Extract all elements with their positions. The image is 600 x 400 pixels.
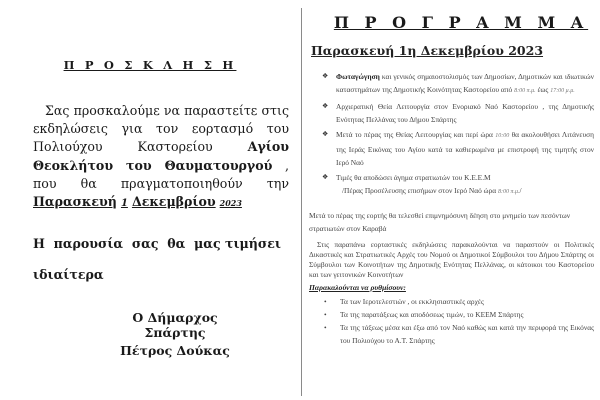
attendance-text: Στις παραπάνω εορταστικές εκδηλώσεις παρακαλούνται να παραστούν οι Πολιτικές Δικαστικές και Στρατιωτικές Αρχές του Νομού οι Δημοτικοί Σύμβουλοι του Δήμου Σπάρτης οι Σύμβουλοι των Κοινοτήτων της Δημοτικής Ενότητας Πελλάνας, οι κάτοικοι του Καστορείου και των γειτονικών Κοινοτήτων	[309, 240, 594, 279]
program-title: Π Ρ Ο Γ Ρ Α Μ Μ Α	[333, 13, 589, 32]
item-text: Μετά το πέρας της Θείας Λειτουργίας και περί ώρα	[336, 130, 496, 139]
event-day-number: 1	[120, 198, 128, 210]
request-item	[324, 321, 594, 347]
diamond-bullet-icon: ❖	[322, 173, 329, 181]
request-text: Τα της παρατάξεως και αποδόσεως τιμών, το ΚΕΕΜ Σπάρτης	[340, 310, 524, 319]
requests-heading: Παρακαλούνται να ρυθμίσουν:	[309, 283, 406, 292]
presence-word: Η	[33, 236, 45, 251]
bullet-dot-icon: •	[324, 323, 327, 332]
item-time: 8:00 π.μ.	[497, 189, 520, 195]
item-text: θα ακολουθήσει Λιτάνευση της Ιεράς Εικόνας του Αγίου κατά τα καθιερωμένα με επιστροφή της τιμητής στον Ιερό Ναό	[336, 130, 594, 167]
presence-word-last: ιδιαίτερα	[33, 267, 104, 282]
item-text: και γενικός σημαιοστολισμός των Δημοσίων, Δημοτικών και ιδιωτικών καταστημάτων της Δημοτικής Κοινότητας Καστορείου από	[336, 72, 594, 94]
diamond-bullet-icon: ❖	[322, 72, 329, 80]
program-item	[322, 100, 594, 126]
presence-word: μας τιμήσει	[194, 236, 281, 251]
presence-word: σας	[131, 236, 159, 251]
after-service-text: Μετά το πέρας της εορτής θα τελεσθεί επιμνημόσυνη δέηση στο μνημείο των πεσόντων στρατιωτών στον Καραβά	[309, 211, 571, 233]
diamond-bullet-icon: ❖	[322, 130, 329, 138]
program-page	[304, 0, 600, 400]
item-text: Αρχιερατική Θεία Λειτουργία στον Ενοριακό Ναό Καστορείου , της Δημοτικής Ενότητας Πελλάνας του Δήμου Σπάρτης	[336, 102, 594, 124]
invitation-text-start: Σας προσκαλούμε να παραστείτε στις εκδηλώσεις για τον εορτασμό του Πολιούχου Καστορείου	[33, 103, 289, 155]
requests-list	[324, 295, 594, 347]
program-date-heading: Παρασκευή 1η Δεκεμβρίου 2023	[311, 43, 544, 58]
bullet-dot-icon: •	[324, 297, 327, 306]
diamond-bullet-icon: ❖	[322, 102, 329, 110]
program-item	[322, 128, 594, 169]
program-item	[322, 171, 594, 199]
event-month: Δεκεμβρίου	[131, 194, 216, 210]
saint-name: Αγίου Θεοκλήτου του Θαυματουργού	[33, 139, 289, 173]
item-bold: Φωταγώγηση	[336, 72, 380, 81]
program-item	[322, 70, 594, 98]
event-day: Παρασκευή	[33, 194, 117, 210]
request-text: Τα της τάξεως μέσα και έξω από τον Ναό καθώς και κατά την περιφορά της Εικόνας του Πολιούχου το Α.Τ. Σπάρτης	[340, 323, 594, 345]
item-text: έως	[535, 85, 551, 94]
item-time: 17:00 μ.μ.	[550, 88, 575, 94]
request-text: Τα των Ιεροτελεστιών , οι εκκλησιαστικές αρχές	[340, 297, 484, 306]
program-items	[322, 70, 594, 201]
presence-sentence	[33, 228, 281, 290]
item-subline: /Πέρας Προσέλευσης επισήμων στον Ιερό Ναό ώρα	[342, 186, 498, 195]
invitation-body	[33, 102, 289, 213]
request-item	[324, 295, 594, 308]
item-time: 10:00	[495, 133, 510, 139]
item-text: /	[519, 186, 522, 195]
item-time: 8:00 π.μ.	[514, 88, 536, 94]
presence-word: παρουσία	[53, 236, 124, 251]
invitation-title: Π Ρ Ο Σ Κ Λ Η Σ Η	[63, 58, 237, 72]
bullet-dot-icon: •	[324, 310, 327, 319]
event-year: 2023	[219, 198, 242, 209]
page-divider	[301, 8, 302, 396]
item-text: Τιμές θα αποδώσει άγημα στρατιωτών του Κ.Ε.Ε.Μ	[336, 173, 491, 182]
signature-name: Πέτρος Δούκας	[120, 343, 230, 358]
signature-title: Ο Δήμαρχος Σπάρτης	[132, 310, 218, 340]
request-item	[324, 308, 594, 321]
presence-word: θα	[167, 236, 186, 251]
invitation-text-mid: , που θα πραγματοποιηθούν την	[33, 157, 289, 191]
